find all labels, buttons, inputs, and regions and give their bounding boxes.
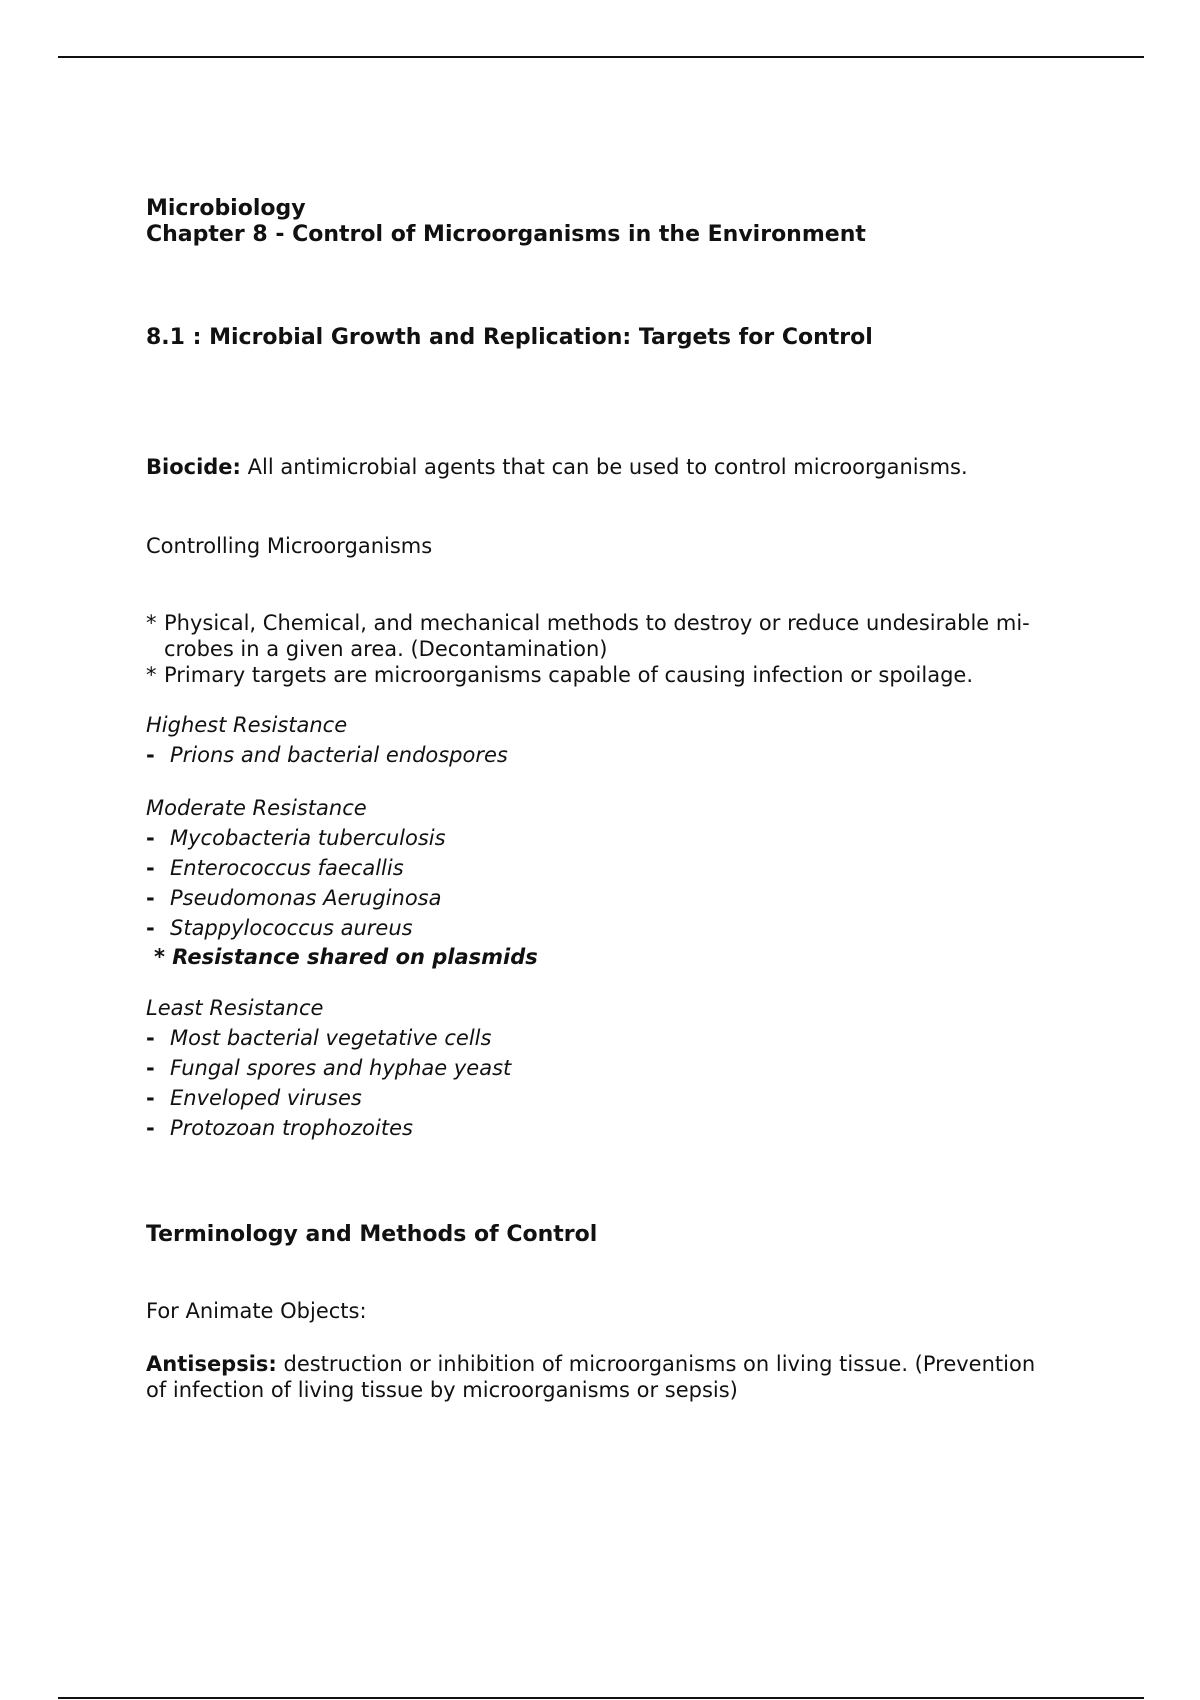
dash-bullet: - [146, 886, 155, 910]
bullet-text: Physical, Chemical, and mechanical methods to destroy or reduce undesirable mi- [164, 611, 1030, 635]
dash-bullet: - [146, 1086, 155, 1110]
plasmid-note: * Resistance shared on plasmids [154, 945, 538, 969]
section-heading-8-1: 8.1 : Microbial Growth and Replication: Targets for Control [146, 325, 873, 350]
list-item-text: Enveloped viruses [170, 1086, 362, 1110]
list-item-text: Protozoan trophozoites [170, 1116, 413, 1140]
antisepsis-text: destruction or inhibition of microorganisms on living tissue. (Prevention [276, 1352, 1036, 1376]
bottom-rule [58, 1697, 1144, 1699]
dash-bullet: - [146, 1116, 155, 1140]
list-item-text: Stappylococcus aureus [170, 916, 413, 940]
asterisk-bullet: * [146, 611, 157, 635]
top-rule [58, 56, 1144, 58]
antisepsis-term: Antisepsis: [146, 1352, 277, 1376]
list-item [146, 915, 413, 941]
list-item [146, 885, 441, 911]
dash-bullet: - [146, 856, 155, 880]
animate-objects-label: For Animate Objects: [146, 1299, 367, 1323]
bullet-item [146, 662, 973, 688]
biocide-text: All antimicrobial agents that can be used to control microorganisms. [240, 455, 968, 479]
list-item-text: Fungal spores and hyphae yeast [170, 1056, 512, 1080]
list-item [146, 1115, 413, 1141]
bullet-continuation: crobes in a given area. (Decontamination) [164, 637, 608, 661]
list-item [146, 825, 446, 851]
list-item [146, 855, 404, 881]
moderate-resistance-label: Moderate Resistance [146, 796, 367, 820]
list-item [146, 1085, 362, 1111]
document-chapter-title: Chapter 8 - Control of Microorganisms in the Environment [146, 222, 866, 247]
list-item-text: Enterococcus faecallis [170, 856, 404, 880]
dash-bullet: - [146, 916, 155, 940]
list-item-text: Most bacterial vegetative cells [170, 1026, 492, 1050]
biocide-term: Biocide: [146, 455, 241, 479]
document-subject: Microbiology [146, 196, 306, 221]
list-item-text: Prions and bacterial endospores [170, 743, 508, 767]
list-item-text: Pseudomonas Aeruginosa [170, 886, 442, 910]
antisepsis-definition [146, 1351, 1035, 1377]
bullet-item [146, 610, 1030, 636]
controlling-heading: Controlling Microorganisms [146, 534, 433, 558]
dash-bullet: - [146, 1056, 155, 1080]
list-item [146, 742, 508, 768]
dash-bullet: - [146, 1026, 155, 1050]
list-item [146, 1055, 511, 1081]
dash-bullet: - [146, 743, 155, 767]
list-item-text: Mycobacteria tuberculosis [170, 826, 446, 850]
antisepsis-continuation: of infection of living tissue by microorganisms or sepsis) [146, 1378, 738, 1402]
terminology-heading: Terminology and Methods of Control [146, 1222, 598, 1247]
bullet-text: Primary targets are microorganisms capable of causing infection or spoilage. [164, 663, 974, 687]
biocide-definition [146, 454, 968, 480]
list-item [146, 1025, 491, 1051]
dash-bullet: - [146, 826, 155, 850]
highest-resistance-label: Highest Resistance [146, 713, 348, 737]
least-resistance-label: Least Resistance [146, 996, 324, 1020]
asterisk-bullet: * [146, 663, 157, 687]
